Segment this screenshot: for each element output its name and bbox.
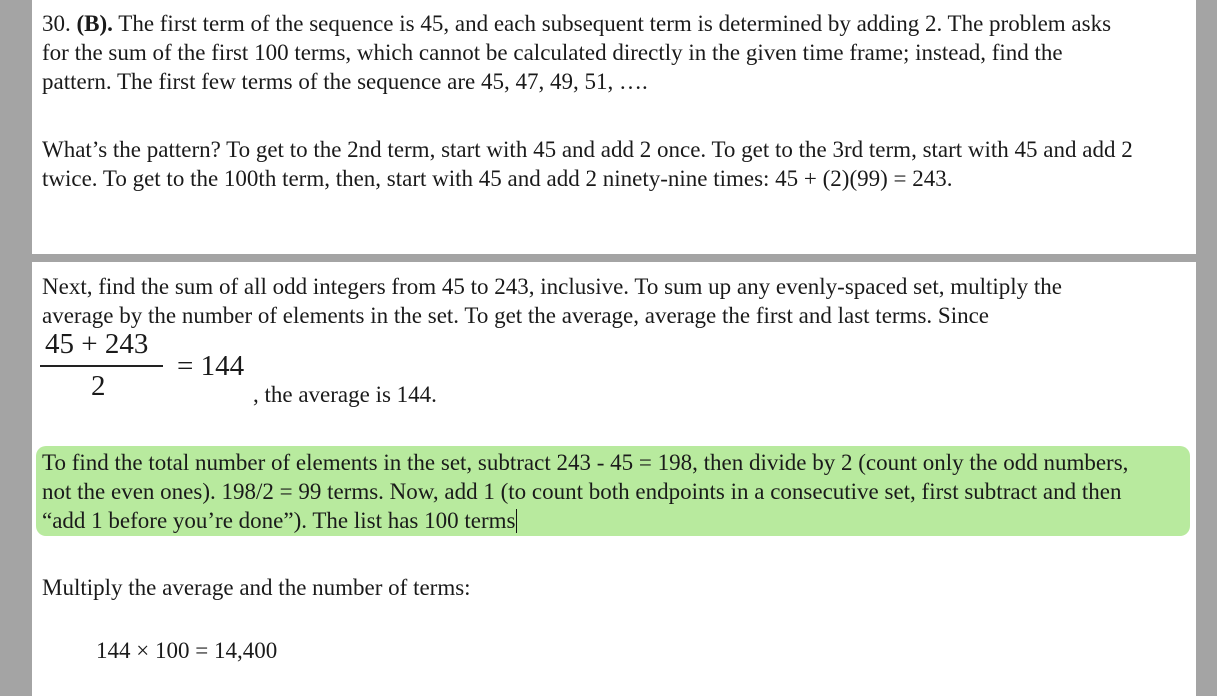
average-fraction xyxy=(40,328,260,406)
element-count-paragraph[interactable] xyxy=(42,448,1128,535)
final-equation: 144 × 100 = 14,400 xyxy=(96,638,278,663)
paragraph-line xyxy=(42,506,1128,535)
fraction-denominator: 2 xyxy=(91,370,106,402)
paragraph-line: To find the total number of elements in the set, subtract 243 - 45 = 198, then divide by 2 (count only the odd numbers, xyxy=(42,450,1129,475)
paragraph-line: Next, find the sum of all odd integers from 45 to 243, inclusive. To sum up any evenly-spaced set, multiply the xyxy=(42,274,1063,299)
answer-choice: (B). xyxy=(76,11,113,36)
paragraph-line: Multiply the average and the number of terms: xyxy=(42,575,471,600)
text-cursor xyxy=(516,509,517,533)
sum-intro-paragraph xyxy=(42,272,1062,330)
paragraph-line: pattern. The first few terms of the sequence are 45, 47, 49, 51, …. xyxy=(42,69,648,94)
problem-text: The first term of the sequence is 45, and each subsequent term is determined by adding 2. The problem asks xyxy=(118,11,1112,36)
average-statement: , the average is 144. xyxy=(253,382,437,407)
fraction-bar xyxy=(40,365,163,367)
paragraph-line: average by the number of elements in the set. To get the average, average the first and last terms. Since xyxy=(42,303,989,328)
paragraph-line: for the sum of the first 100 terms, which cannot be calculated directly in the given time frame; instead, find the xyxy=(42,40,1063,65)
document-page-bottom xyxy=(32,262,1196,696)
document-page-top xyxy=(32,0,1196,254)
paragraph-line: What’s the pattern? To get to the 2nd term, start with 45 and add 2 once. To get to the 3rd term, start with 45 and add 2 xyxy=(42,137,1133,162)
problem-number: 30. xyxy=(42,11,71,36)
multiply-paragraph xyxy=(42,573,471,602)
paragraph-line: twice. To get to the 100th term, then, start with 45 and add 2 ninety-nine times: 45 + (2)(99) = 243. xyxy=(42,166,953,191)
pattern-paragraph xyxy=(42,135,1133,193)
paragraph-line xyxy=(42,9,1111,38)
problem-explanation-paragraph xyxy=(42,9,1111,96)
fraction-result: = 144 xyxy=(177,350,245,382)
paragraph-line: not the even ones). 198/2 = 99 terms. Now, add 1 (to count both endpoints in a consecutive set, first subtract and then xyxy=(42,479,1122,504)
fraction-numerator: 45 + 243 xyxy=(45,328,149,360)
highlighted-text: “add 1 before you’re done”). The list has 100 terms xyxy=(42,508,516,533)
